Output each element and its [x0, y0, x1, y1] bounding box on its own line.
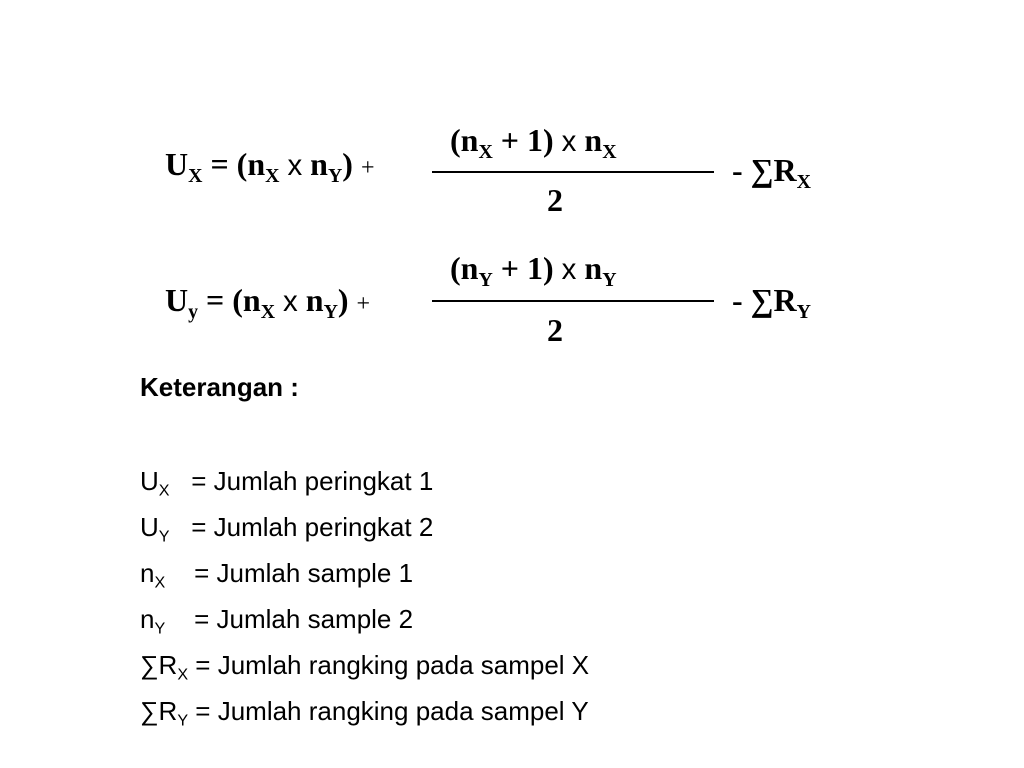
legend-gap: [170, 466, 192, 496]
formula-2-close: ): [337, 282, 349, 318]
formula-2-num-n: n: [576, 250, 603, 286]
formula-1-u-sub: X: [188, 164, 203, 187]
formula-2-tail-sub: Y: [796, 300, 811, 323]
legend-symbol: U: [140, 466, 159, 496]
legend-item: [140, 558, 589, 604]
legend-symbol: n: [140, 558, 155, 588]
formula-2-n: n: [297, 282, 324, 318]
formula-1-numerator: [450, 122, 617, 163]
formula-1-mul: x: [287, 149, 303, 182]
formula-2-num-sub1: Y: [478, 268, 493, 291]
formula-1-num-open: (n: [450, 122, 479, 158]
legend-item: [140, 650, 589, 696]
legend-item: [140, 466, 589, 512]
legend-heading: Keterangan :: [140, 372, 299, 402]
formula-1-tail-sum: - ∑R: [732, 152, 797, 188]
formula-2-num-mid: + 1): [492, 250, 562, 286]
formula-1-ny-sub: Y: [327, 164, 343, 187]
legend-item: [140, 696, 589, 742]
formula-2-num-open: (n: [450, 250, 479, 286]
legend-gap: [170, 512, 192, 542]
formula-1-num-sub1: X: [478, 140, 493, 163]
formula-1-tail: [732, 152, 811, 193]
formula-2-num-sub2: Y: [602, 268, 617, 291]
formula-2-tail-sum: - ∑R: [732, 282, 797, 318]
formula-1-tail-sub: X: [796, 170, 811, 193]
formula-2-plus: +: [356, 291, 371, 317]
formula-2-u: U: [165, 282, 189, 318]
legend-item: [140, 512, 589, 558]
formula-2-nx-sub: X: [260, 300, 276, 323]
formula-1-num-mid: + 1): [492, 122, 562, 158]
legend-symbol-sub: Y: [158, 527, 170, 546]
formula-1-close: ): [342, 146, 353, 182]
legend-item: [140, 604, 589, 650]
legend-list: [140, 466, 589, 742]
formula-2-tail: [732, 282, 811, 323]
legend-symbol-sub: X: [158, 481, 170, 500]
formula-2-numerator: [450, 250, 617, 291]
formula-1-plus: +: [360, 155, 375, 181]
formula-1-eq: = (n: [202, 146, 266, 182]
legend-symbol-sub: X: [177, 665, 189, 684]
legend-symbol-sub: Y: [154, 619, 166, 638]
legend-symbol-sub: Y: [177, 711, 189, 730]
legend-gap: [165, 604, 194, 634]
formula-1-nx-sub: X: [265, 164, 280, 187]
legend-symbol: ∑R: [140, 696, 178, 726]
legend-description: = Jumlah peringkat 1: [191, 466, 434, 496]
formula-2-eq: = (n: [198, 282, 261, 318]
formula-1-n: n: [302, 146, 328, 182]
formula-2-u-sub: y: [188, 300, 199, 323]
legend-description: = Jumlah sample 1: [194, 558, 414, 588]
formula-2-denominator: 2: [547, 312, 563, 348]
legend-description: = Jumlah rangking pada sampel X: [195, 650, 590, 680]
formula-1-fraction-bar: [432, 171, 714, 173]
legend-symbol-sub: X: [154, 573, 166, 592]
formula-1-u: U: [165, 146, 189, 182]
formula-2-num-mul: x: [561, 253, 577, 286]
legend-symbol: U: [140, 512, 159, 542]
formula-1-lhs: [165, 146, 375, 187]
formula-1-denominator: 2: [547, 182, 563, 218]
legend-symbol: n: [140, 604, 155, 634]
formula-2-mul: x: [283, 285, 298, 318]
formula-2-lhs: [165, 282, 371, 323]
formula-2-fraction-bar: [432, 300, 714, 302]
legend-description: = Jumlah peringkat 2: [191, 512, 434, 542]
legend-gap: [165, 558, 194, 588]
formula-1-num-n: n: [576, 122, 603, 158]
legend-symbol: ∑R: [140, 650, 178, 680]
legend-description: = Jumlah sample 2: [194, 604, 414, 634]
formula-1-num-mul: x: [561, 125, 577, 158]
legend-description: = Jumlah rangking pada sampel Y: [195, 696, 589, 726]
formula-2-ny-sub: Y: [323, 300, 338, 323]
formula-1-num-sub2: X: [602, 140, 617, 163]
